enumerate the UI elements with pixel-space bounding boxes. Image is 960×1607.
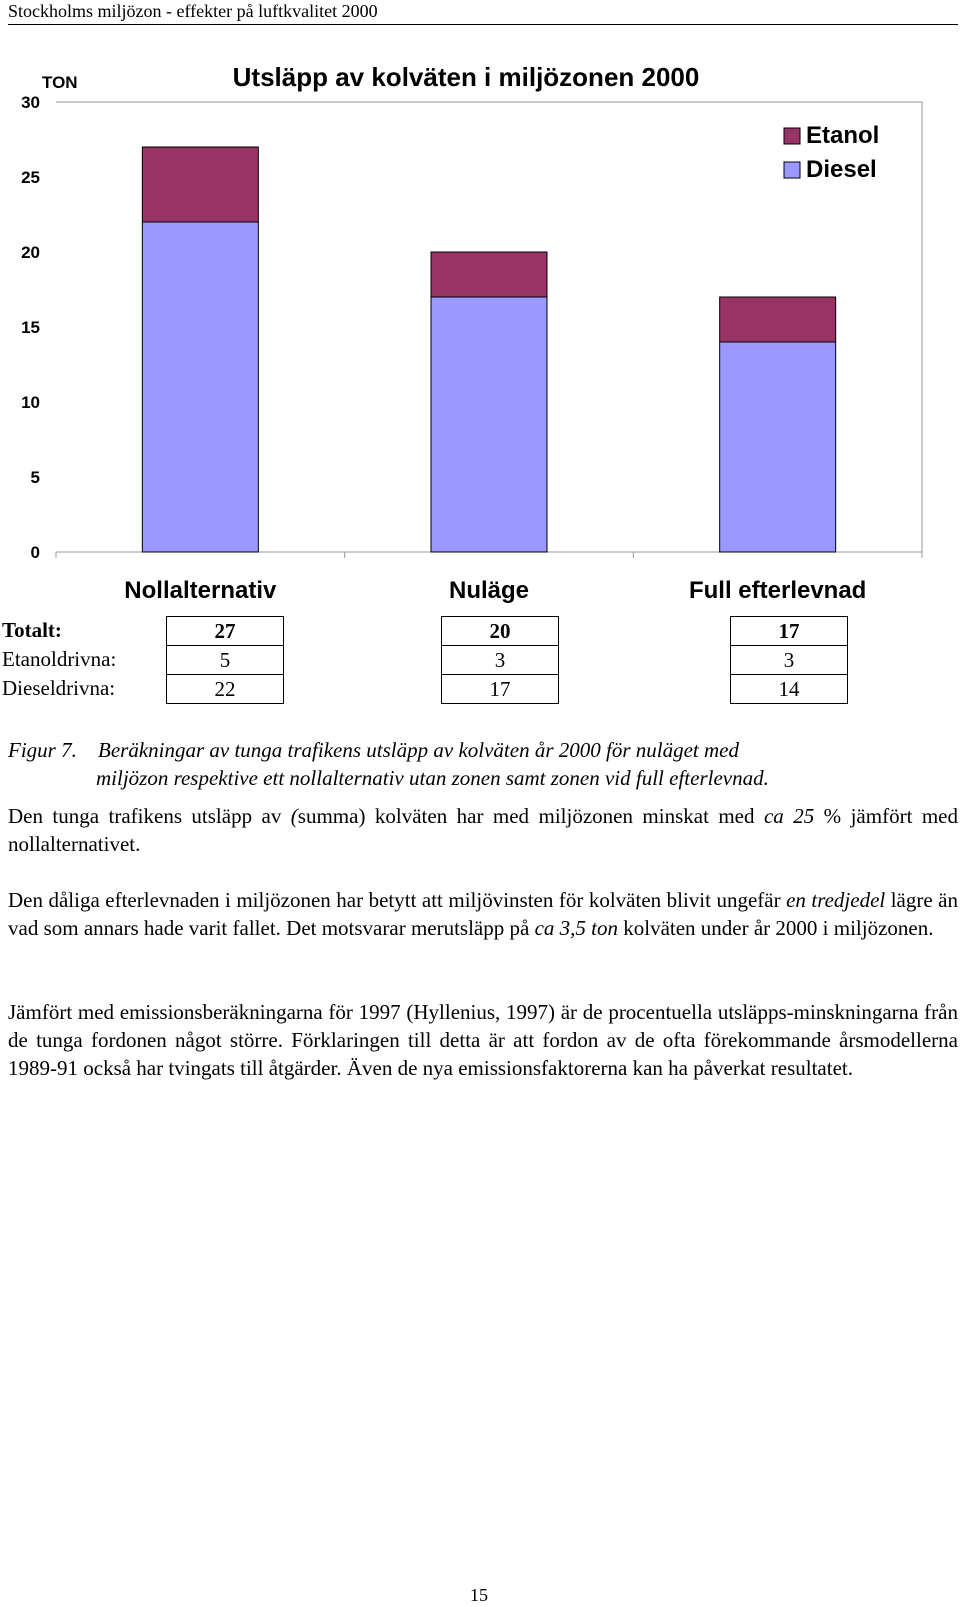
table-row-label-etanol: Etanoldrivna: xyxy=(2,647,117,671)
p2-text-d: ca 3,5 ton xyxy=(534,916,618,940)
caption-line-2: miljözon respektive ett nollalternativ utan zonen samt zonen vid full efterlevnad. xyxy=(96,766,769,790)
p2-text-a: Den dåliga efterlevnaden i miljözonen har betytt att miljövinsten för kolväten blivit ungefär xyxy=(8,888,787,912)
bar-etanol-1 xyxy=(431,252,547,297)
bar-etanol-0 xyxy=(142,147,258,222)
figure-caption xyxy=(8,736,958,792)
p1-text-d: ca 25 xyxy=(763,804,815,828)
table-cell-diesel-nulage: 17 xyxy=(441,674,559,704)
x-category-label: Nollalternativ xyxy=(124,577,277,604)
bar-diesel-1 xyxy=(431,297,547,552)
bar-diesel-2 xyxy=(720,342,836,552)
figure-label: Figur 7. xyxy=(8,738,77,762)
paragraph-2 xyxy=(8,886,958,942)
y-tick-label: 0 xyxy=(30,543,40,562)
header-rule xyxy=(8,24,958,25)
table-cell-etanol-nulage: 3 xyxy=(441,645,559,675)
paragraph-1 xyxy=(8,802,958,858)
legend-label-etanol: Etanol xyxy=(806,122,880,149)
kolvaten-stacked-bar-chart xyxy=(0,40,960,620)
y-tick-label: 30 xyxy=(21,93,40,112)
table-cell-totalt-nulage: 20 xyxy=(441,616,559,646)
p2-text-e: kolväten under år 2000 i miljözonen. xyxy=(617,916,934,940)
x-category-label: Nuläge xyxy=(448,577,530,604)
table-row-label-totalt: Totalt: xyxy=(2,618,62,642)
page-number: 15 xyxy=(470,1585,488,1605)
p1-text-b: ( xyxy=(290,804,298,828)
caption-line-1: Beräkningar av tunga trafikens utsläpp av kolväten år 2000 för nuläget med xyxy=(98,738,739,762)
bar-etanol-2 xyxy=(720,297,836,342)
table-cell-totalt-full: 17 xyxy=(730,616,848,646)
chart-title: Utsläpp av kolväten i miljözonen 2000 xyxy=(232,62,700,92)
p1-text-c: summa) kolväten har med miljözonen minskat med xyxy=(297,804,764,828)
y-tick-label: 20 xyxy=(21,243,40,262)
paragraph-3: Jämfört med emissionsberäkningarna för 1997 (Hyllenius, 1997) är de procentuella utsläpps-minskningarna från de tunga fordonen något större. Förklaringen till detta är att fordon av de ofta förekommande årsmodellerna 1989-91 också har tvingats till åtgärder. Även de nya emissionsfaktorerna kan ha påverkat resultatet. xyxy=(8,1000,958,1080)
y-tick-label: 15 xyxy=(21,318,40,337)
y-tick-label: 5 xyxy=(30,468,40,487)
legend-label-diesel: Diesel xyxy=(806,156,877,183)
table-cell-diesel-nollalternativ: 22 xyxy=(166,674,284,704)
table-row-label-diesel: Dieseldrivna: xyxy=(2,676,116,700)
table-cell-totalt-nollalternativ: 27 xyxy=(166,616,284,646)
table-cell-diesel-full: 14 xyxy=(730,674,848,704)
running-header: Stockholms miljözon - effekter på luftkvalitet 2000 xyxy=(8,1,378,21)
p1-text-a: Den tunga trafikens utsläpp av xyxy=(8,804,291,828)
y-tick-label: 25 xyxy=(21,168,40,187)
y-axis-label: TON xyxy=(42,73,78,92)
y-tick-label: 10 xyxy=(21,393,40,412)
legend-swatch-diesel xyxy=(784,162,800,178)
p2-text-b: en tredjedel xyxy=(786,888,886,912)
table-cell-etanol-nollalternativ: 5 xyxy=(166,645,284,675)
x-category-label: Full efterlevnad xyxy=(688,577,867,604)
legend-swatch-etanol xyxy=(784,128,800,144)
table-cell-etanol-full: 3 xyxy=(730,645,848,675)
bar-diesel-0 xyxy=(142,222,258,552)
p2-text-c: lägre än vad som annars hade varit fallet. Det motsvarar merutsläpp på xyxy=(8,888,958,940)
p1-text-e: % jämfört med nollalternativet. xyxy=(8,804,958,856)
